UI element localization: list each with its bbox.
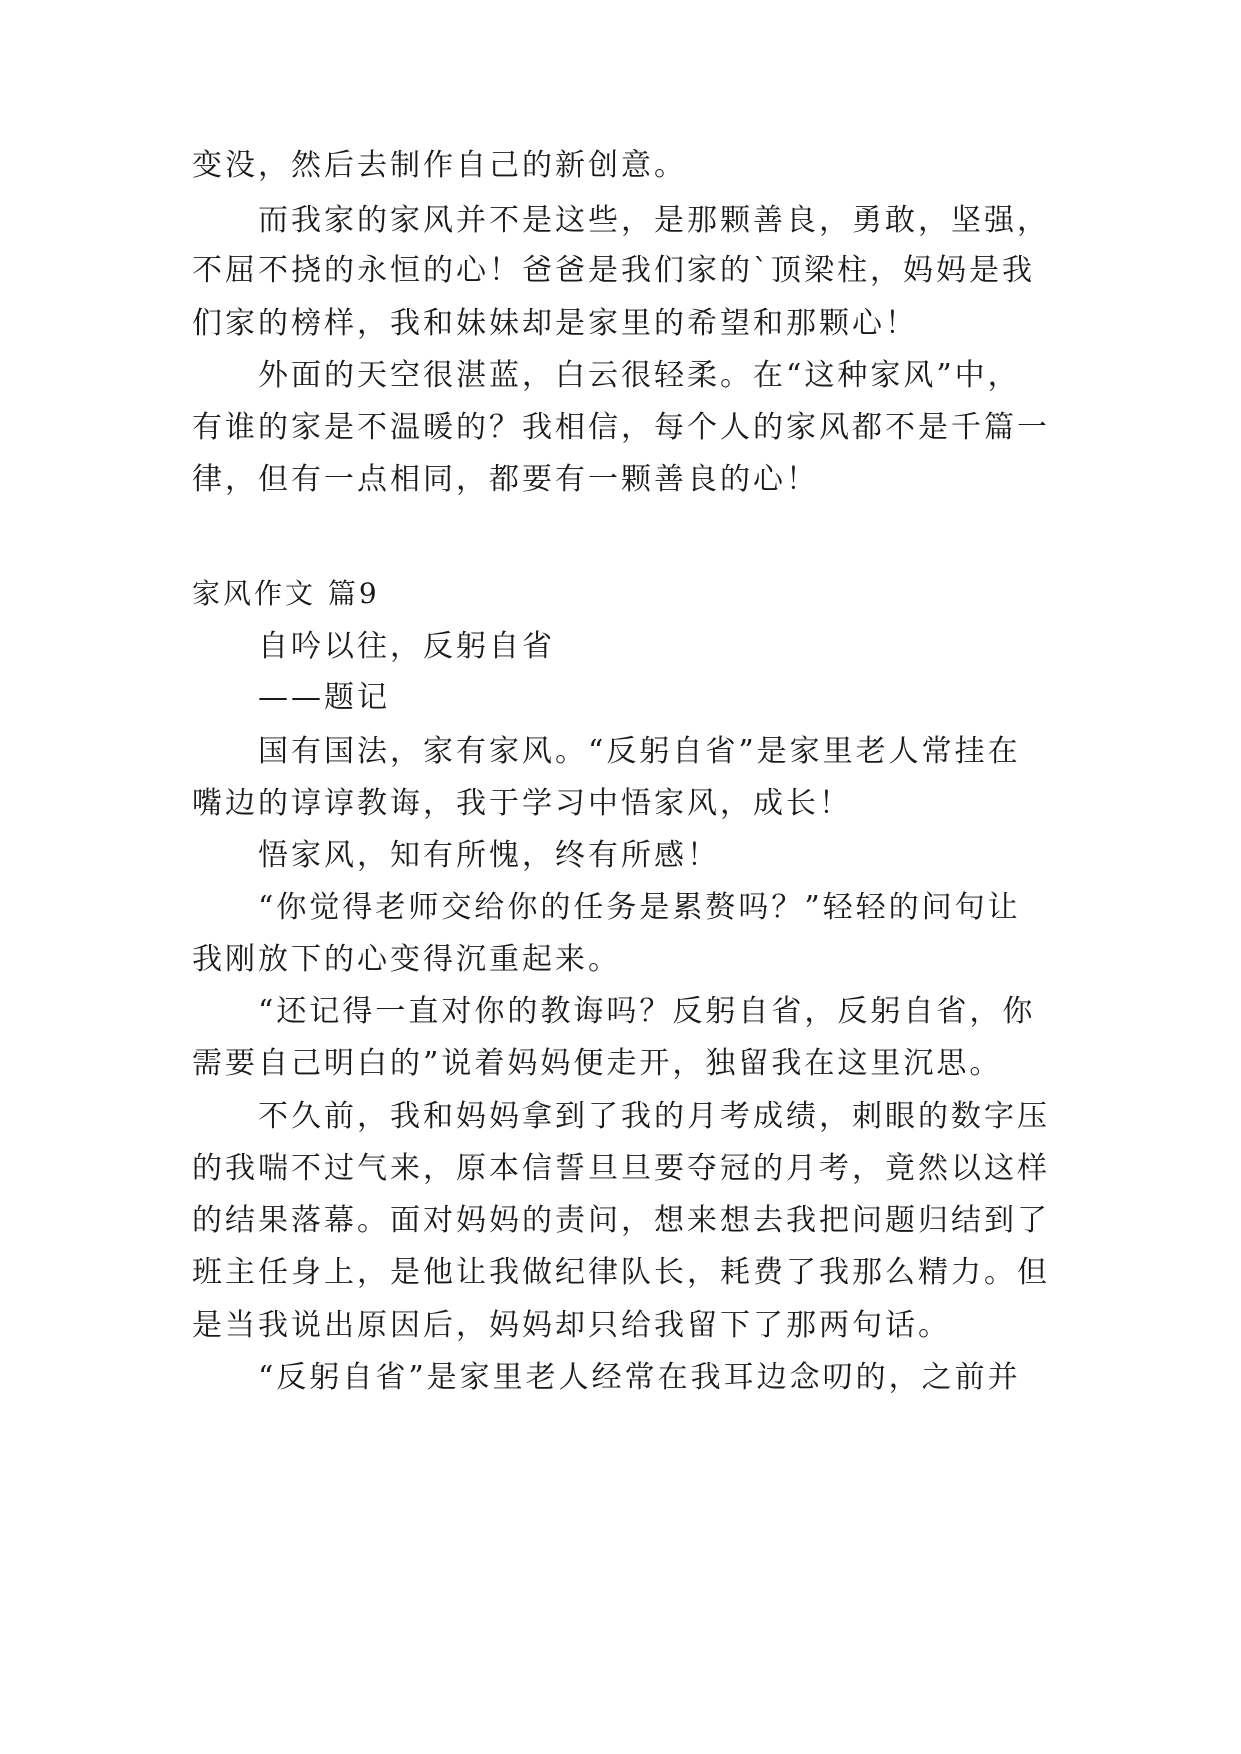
paragraph-first-line: 不久前，我和妈妈拿到了我的月考成绩，刺眼的数字压	[258, 1099, 1050, 1134]
text-line: 变没，然后去制作自己的新创意。	[192, 148, 687, 183]
text-line: 我刚放下的心变得沉重起来。	[192, 942, 621, 977]
paragraph-first-line: “反躬自省”是家里老人经常在我耳边念叨的，之前并	[258, 1360, 1021, 1395]
paragraph-first-line: “还记得一直对你的教诲吗？反躬自省，反躬自省，你	[258, 994, 1036, 1029]
text-line: 的结果落幕。面对妈妈的责问，想来想去我把问题归结到了	[192, 1203, 1050, 1238]
text-line: 有谁的家是不温暖的？我相信，每个人的家风都不是千篇一	[192, 410, 1050, 445]
text-line: 的我喘不过气来，原本信誓旦旦要夺冠的月考，竟然以这样	[192, 1151, 1050, 1186]
text-line: 律，但有一点相同，都要有一颗善良的心！	[192, 462, 819, 497]
section-heading: 家风作文 篇9	[192, 577, 380, 610]
paragraph-first-line: 悟家风，知有所愧，终有所感！	[258, 838, 720, 873]
epigraph: 自吟以往，反躬自省	[258, 629, 555, 664]
paragraph-first-line: 国有国法，家有家风。“反躬自省”是家里老人常挂在	[258, 734, 1021, 769]
paragraph-first-line: “你觉得老师交给你的任务是累赘吗？”轻轻的问句让	[258, 890, 1021, 925]
text-line: 需要自己明白的”说着妈妈便走开，独留我在这里沉思。	[192, 1046, 1003, 1081]
paragraph-first-line: 而我家的家风并不是这些，是那颗善良，勇敢，坚强，	[258, 203, 1050, 238]
text-line: 班主任身上，是他让我做纪律队长，耗费了我那么精力。但	[192, 1255, 1050, 1290]
text-line: 嘴边的谆谆教诲，我于学习中悟家风，成长！	[192, 786, 852, 821]
text-line: 是当我说出原因后，妈妈却只给我留下了那两句话。	[192, 1308, 951, 1343]
text-line: 们家的榜样，我和妹妹却是家里的希望和那颗心！	[192, 306, 918, 341]
text-line: 不屈不挠的永恒的心！爸爸是我们家的`顶梁柱，妈妈是我	[192, 253, 1035, 288]
paragraph-first-line: 外面的天空很湛蓝，白云很轻柔。在“这种家风”中，	[258, 358, 1021, 393]
epigraph-attribution: ——题记	[258, 680, 390, 715]
